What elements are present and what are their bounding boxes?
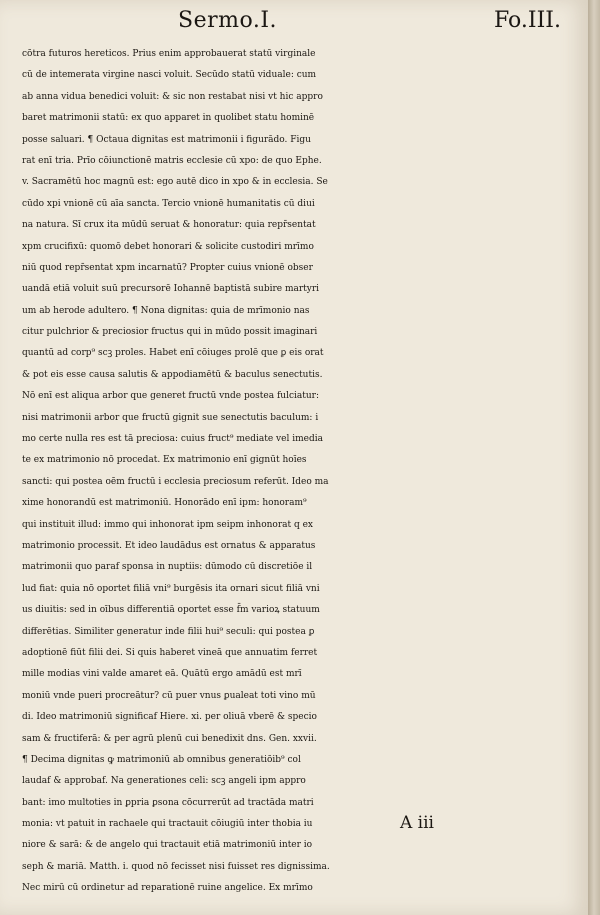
- text-line: qui instituit illud: immo qui inhonorat ipm seipm inhonorat q ex: [22, 519, 314, 530]
- text-line: cūdo xpi vnionē cū aīa sancta. Tercio vnionē humanitatis cū diui: [22, 198, 315, 209]
- text-line: matrimonio processit. Et ideo laudādus est ornatus & apparatus: [22, 540, 316, 551]
- text-line: um ab herode adultero. ¶ Nona dignitas: quia de mrīmonio nas: [22, 305, 310, 316]
- text-line: us diuitis: sed in oībus differentiā oportet esse f̄m varioꝝ statuum: [22, 605, 320, 616]
- running-head: Sermo.I.: [178, 8, 278, 33]
- text-line: Nec mirū cū ordinetur ad reparationē ruine angelice. Ex mrīmo: [22, 883, 313, 894]
- text-line: posse saluari. ¶ Octaua dignitas est matrimonii i figurādo. Figu: [22, 134, 311, 145]
- text-line: mille modias vini valde amaret eā. Quātū ergo amādū est mrī: [22, 669, 302, 680]
- text-line: laudaf & approbaf. Na generationes celi: scꝫ angeli ipm appro: [22, 776, 306, 787]
- text-line: na natura. Sī crux ita mūdū seruat & honoratur: quia repr̄sentat: [22, 220, 316, 231]
- text-line: rat enī tria. Prīo cōiunctionē matris ecclesie cū xpo: de quo Ephe.: [22, 155, 322, 166]
- text-line: ¶ Decima dignitas ꝙ matrimoniū ab omnibus generatiōib⁹ col: [22, 754, 301, 765]
- page-header: [0, 0, 588, 40]
- text-line: cū de intemerata virgine nasci voluit. Secūdo statū viduale: cum: [22, 70, 317, 81]
- signature-mark: A iii: [400, 813, 434, 833]
- text-line: seph & mariā. Matth. i. quod nō fecisset nisi fuisset res dignissima.: [22, 861, 330, 872]
- text-line: monia: vt patuit in rachaele qui tractauit cōiugiū inter thobia iu: [22, 819, 313, 830]
- text-line: adoptionē fiūt filii dei. Si quis haberet vineā que annuatim ferret: [22, 647, 318, 658]
- text-line: & pot eis esse causa salutis & appodiamētū & baculus senectutis.: [22, 369, 323, 380]
- text-line: baret matrimonii statū: ex quo apparet in quolibet statu hominē: [22, 113, 315, 124]
- page-edge: [588, 0, 600, 915]
- text-line: mo certe nulla res est tā preciosa: cuius fruct⁹ mediate vel imedia: [22, 434, 323, 445]
- text-line: matrimonii quo paraf sponsa in nuptiis: dūmodo cū discretiōe il: [22, 562, 313, 573]
- text-line: xime honorandū est matrimoniū. Honorādo enī ipm: honoram⁹: [22, 498, 307, 509]
- text-line: quantū ad corp⁹ scꝫ proles. Habet enī cōiuges prolē que ꝑ eis orat: [22, 348, 324, 359]
- text-line: niū quod repr̄sentat xpm incarnatū? Propter cuius vnionē obser: [22, 262, 313, 273]
- text-line: niore & sarā: & de angelo qui tractauit etiā matrimoniū inter io: [22, 840, 313, 851]
- text-line: sancti: qui postea oēm fructū i ecclesia preciosum referūt. Ideo ma: [22, 476, 329, 487]
- text-line: cōtra futuros hereticos. Prius enim approbauerat statū virginale: [22, 49, 316, 59]
- text-line: v. Sacramētū hoc magnū est: ego autē dico in xpo & in ecclesia. Se: [22, 177, 328, 188]
- text-line: differētias. Similiter generatur inde filii hui⁹ seculi: qui postea ꝑ: [22, 626, 315, 637]
- text-line: moniū vnde pueri procreātur? cū puer vnus ꝑualeat toti vino mū: [22, 690, 316, 701]
- text-line: ab anna vidua benedici voluit: & sic non restabat nisi vt hic appro: [22, 91, 323, 102]
- text-line: bant: imo multoties in ꝑpria ꝑsona cōcurrerūt ad tractāda matri: [22, 797, 314, 808]
- text-line: lud fiat: quia nō oportet filiā vni⁹ burgēsis ita ornari sicut filiā vni: [22, 583, 320, 594]
- text-line: xpm crucifixū: quomō debet honorari & solicite custodiri mrīmo: [22, 241, 314, 252]
- text-line: sam & fructiferā: & per agrū plenū cui benedixit dns. Gen. xxvii.: [22, 733, 317, 744]
- text-line: di. Ideo matrimoniū significaf Hiere. xi. per oliuā vberē & specio: [22, 712, 317, 723]
- text-line: te ex matrimonio nō procedat. Ex matrimonio enī gignūt hoīes: [22, 455, 307, 466]
- text-line: uandā etiā voluit suū precursorē Iohannē baptistā subire martyri: [22, 284, 320, 295]
- text-line: nisi matrimonii arbor que fructū gignit sue senectutis baculum: i: [22, 412, 319, 423]
- text-block: [22, 44, 502, 900]
- folio-number: Fo.III.: [494, 8, 561, 33]
- text-line: Nō enī est aliqua arbor que generet fructū vnde postea fulciatur:: [22, 391, 319, 402]
- text-line: citur pulchrior & preciosior fructus qui in mūdo possit imaginari: [22, 327, 318, 338]
